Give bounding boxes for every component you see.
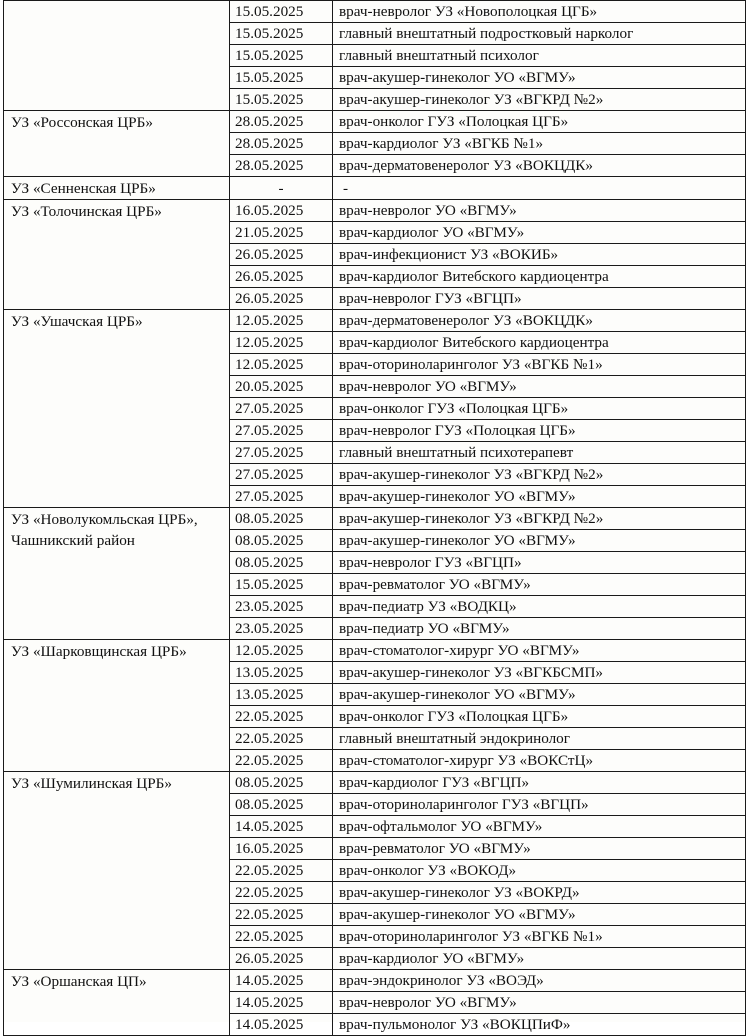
- organization-cell: УЗ «Россонская ЦРБ»: [4, 111, 230, 177]
- organization-cell: УЗ «Оршанская ЦП»: [4, 970, 230, 1036]
- date-cell: 08.05.2025: [230, 794, 333, 816]
- date-cell: 22.05.2025: [230, 926, 333, 948]
- table-row: [4, 772, 746, 794]
- table-row: [4, 111, 746, 133]
- specialist-cell: врач-оториноларинголог ГУЗ «ВГЦП»: [333, 794, 746, 816]
- table-row: [4, 310, 746, 332]
- date-cell: 20.05.2025: [230, 376, 333, 398]
- specialist-cell: -: [333, 177, 746, 200]
- table-row: [4, 177, 746, 200]
- specialist-cell: врач-кардиолог УЗ «ВГКБ №1»: [333, 133, 746, 155]
- table-row: [4, 640, 746, 662]
- schedule-table-body: [4, 1, 746, 1036]
- specialist-cell: врач-кардиолог УО «ВГМУ»: [333, 948, 746, 970]
- specialist-cell: врач-акушер-гинеколог УО «ВГМУ»: [333, 530, 746, 552]
- organization-cell: [4, 1, 230, 111]
- specialist-cell: врач-оториноларинголог УЗ «ВГКБ №1»: [333, 926, 746, 948]
- specialist-cell: врач-оториноларинголог УЗ «ВГКБ №1»: [333, 354, 746, 376]
- schedule-table: [3, 0, 746, 1036]
- specialist-cell: врач-дерматовенеролог УЗ «ВОКЦДК»: [333, 310, 746, 332]
- document-page: [3, 0, 745, 1033]
- specialist-cell: врач-невролог УО «ВГМУ»: [333, 200, 746, 222]
- organization-cell: УЗ «Шарковщинская ЦРБ»: [4, 640, 230, 772]
- specialist-cell: врач-кардиолог УО «ВГМУ»: [333, 222, 746, 244]
- specialist-cell: врач-невролог ГУЗ «ВГЦП»: [333, 552, 746, 574]
- specialist-cell: врач-онколог УЗ «ВОКОД»: [333, 860, 746, 882]
- date-cell: 15.05.2025: [230, 574, 333, 596]
- specialist-cell: врач-невролог ГУЗ «ВГЦП»: [333, 288, 746, 310]
- date-cell: 22.05.2025: [230, 882, 333, 904]
- date-cell: 27.05.2025: [230, 486, 333, 508]
- date-cell: 15.05.2025: [230, 67, 333, 89]
- specialist-cell: врач-акушер-гинеколог УЗ «ВГКРД №2»: [333, 464, 746, 486]
- date-cell: 28.05.2025: [230, 133, 333, 155]
- specialist-cell: врач-дерматовенеролог УЗ «ВОКЦДК»: [333, 155, 746, 177]
- specialist-cell: врач-акушер-гинеколог УО «ВГМУ»: [333, 486, 746, 508]
- specialist-cell: врач-невролог УО «ВГМУ»: [333, 376, 746, 398]
- specialist-cell: врач-кардиолог Витебского кардиоцентра: [333, 332, 746, 354]
- date-cell: 22.05.2025: [230, 904, 333, 926]
- date-cell: 22.05.2025: [230, 728, 333, 750]
- organization-cell: УЗ «Ушачская ЦРБ»: [4, 310, 230, 508]
- table-row: [4, 508, 746, 530]
- date-cell: 27.05.2025: [230, 442, 333, 464]
- date-cell: 16.05.2025: [230, 200, 333, 222]
- date-cell: 14.05.2025: [230, 970, 333, 992]
- date-cell: 15.05.2025: [230, 45, 333, 67]
- specialist-cell: врач-акушер-гинеколог УЗ «ВГКРД №2»: [333, 508, 746, 530]
- specialist-cell: врач-инфекционист УЗ «ВОКИБ»: [333, 244, 746, 266]
- date-cell: 22.05.2025: [230, 706, 333, 728]
- date-cell: 14.05.2025: [230, 992, 333, 1014]
- specialist-cell: врач-ревматолог УО «ВГМУ»: [333, 574, 746, 596]
- date-cell: 13.05.2025: [230, 684, 333, 706]
- specialist-cell: главный внештатный психотерапевт: [333, 442, 746, 464]
- specialist-cell: врач-стоматолог-хирург УО «ВГМУ»: [333, 640, 746, 662]
- organization-cell: УЗ «Толочинская ЦРБ»: [4, 200, 230, 310]
- specialist-cell: врач-кардиолог ГУЗ «ВГЦП»: [333, 772, 746, 794]
- specialist-cell: врач-акушер-гинеколог УО «ВГМУ»: [333, 904, 746, 926]
- date-cell: 08.05.2025: [230, 530, 333, 552]
- organization-cell: УЗ «Шумилинская ЦРБ»: [4, 772, 230, 970]
- date-cell: 27.05.2025: [230, 464, 333, 486]
- date-cell: 23.05.2025: [230, 618, 333, 640]
- specialist-cell: главный внештатный подростковый нарколог: [333, 23, 746, 45]
- date-cell: 26.05.2025: [230, 948, 333, 970]
- organization-cell: УЗ «Новолукомльская ЦРБ», Чашникский район: [4, 508, 230, 640]
- specialist-cell: главный внештатный эндокринолог: [333, 728, 746, 750]
- date-cell: 16.05.2025: [230, 838, 333, 860]
- date-cell: 27.05.2025: [230, 420, 333, 442]
- date-cell: 22.05.2025: [230, 860, 333, 882]
- specialist-cell: главный внештатный психолог: [333, 45, 746, 67]
- date-cell: 12.05.2025: [230, 310, 333, 332]
- specialist-cell: врач-ревматолог УО «ВГМУ»: [333, 838, 746, 860]
- date-cell: -: [230, 177, 333, 200]
- specialist-cell: врач-невролог ГУЗ «Полоцкая ЦГБ»: [333, 420, 746, 442]
- table-row: [4, 200, 746, 222]
- date-cell: 12.05.2025: [230, 640, 333, 662]
- table-row: [4, 1, 746, 23]
- date-cell: 08.05.2025: [230, 508, 333, 530]
- date-cell: 23.05.2025: [230, 596, 333, 618]
- specialist-cell: врач-невролог УО «ВГМУ»: [333, 992, 746, 1014]
- date-cell: 15.05.2025: [230, 1, 333, 23]
- specialist-cell: врач-акушер-гинеколог УЗ «ВГКРД №2»: [333, 89, 746, 111]
- specialist-cell: врач-пульмонолог УЗ «ВОКЦПиФ»: [333, 1014, 746, 1036]
- date-cell: 22.05.2025: [230, 750, 333, 772]
- specialist-cell: врач-эндокринолог УЗ «ВОЭД»: [333, 970, 746, 992]
- date-cell: 21.05.2025: [230, 222, 333, 244]
- date-cell: 14.05.2025: [230, 1014, 333, 1036]
- date-cell: 26.05.2025: [230, 288, 333, 310]
- date-cell: 12.05.2025: [230, 354, 333, 376]
- date-cell: 12.05.2025: [230, 332, 333, 354]
- date-cell: 13.05.2025: [230, 662, 333, 684]
- date-cell: 08.05.2025: [230, 552, 333, 574]
- specialist-cell: врач-акушер-гинеколог УО «ВГМУ»: [333, 684, 746, 706]
- date-cell: 26.05.2025: [230, 244, 333, 266]
- date-cell: 08.05.2025: [230, 772, 333, 794]
- specialist-cell: врач-офтальмолог УО «ВГМУ»: [333, 816, 746, 838]
- specialist-cell: врач-онколог ГУЗ «Полоцкая ЦГБ»: [333, 398, 746, 420]
- specialist-cell: врач-стоматолог-хирург УЗ «ВОКСтЦ»: [333, 750, 746, 772]
- date-cell: 15.05.2025: [230, 23, 333, 45]
- date-cell: 26.05.2025: [230, 266, 333, 288]
- date-cell: 27.05.2025: [230, 398, 333, 420]
- specialist-cell: врач-акушер-гинеколог УО «ВГМУ»: [333, 67, 746, 89]
- specialist-cell: врач-педиатр УО «ВГМУ»: [333, 618, 746, 640]
- specialist-cell: врач-онколог ГУЗ «Полоцкая ЦГБ»: [333, 111, 746, 133]
- date-cell: 15.05.2025: [230, 89, 333, 111]
- specialist-cell: врач-кардиолог Витебского кардиоцентра: [333, 266, 746, 288]
- specialist-cell: врач-педиатр УЗ «ВОДКЦ»: [333, 596, 746, 618]
- date-cell: 28.05.2025: [230, 111, 333, 133]
- specialist-cell: врач-акушер-гинеколог УЗ «ВГКБСМП»: [333, 662, 746, 684]
- specialist-cell: врач-акушер-гинеколог УЗ «ВОКРД»: [333, 882, 746, 904]
- organization-cell: УЗ «Сенненская ЦРБ»: [4, 177, 230, 200]
- specialist-cell: врач-невролог УЗ «Новополоцкая ЦГБ»: [333, 1, 746, 23]
- specialist-cell: врач-онколог ГУЗ «Полоцкая ЦГБ»: [333, 706, 746, 728]
- date-cell: 14.05.2025: [230, 816, 333, 838]
- table-row: [4, 970, 746, 992]
- date-cell: 28.05.2025: [230, 155, 333, 177]
